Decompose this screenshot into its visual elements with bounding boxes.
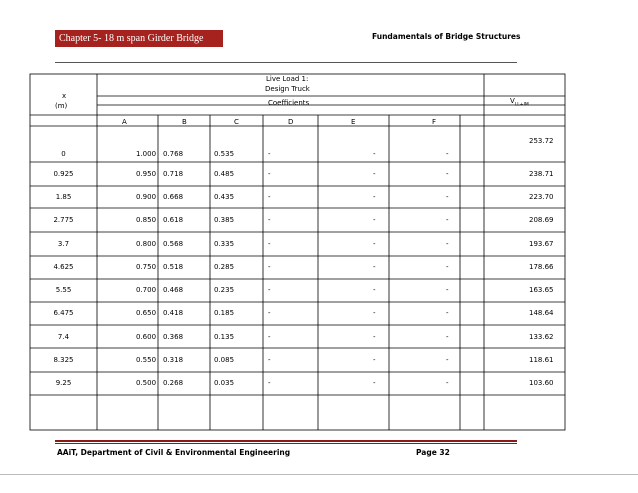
column-header-e: E	[351, 118, 356, 126]
cell-e: -	[373, 263, 376, 271]
column-header-b: B	[182, 118, 187, 126]
cell-f: -	[446, 309, 449, 317]
chapter-banner: Chapter 5- 18 m span Girder Bridge	[55, 30, 223, 47]
cell-v: 178.66	[529, 263, 554, 271]
cell-v: 208.69	[529, 216, 554, 224]
cell-d: -	[268, 333, 271, 341]
cell-b: 0.568	[163, 240, 184, 248]
cell-d: -	[268, 356, 271, 364]
coefficients-label: Coefficients	[268, 99, 310, 107]
cell-f: -	[446, 170, 449, 178]
page-bottom-rule	[0, 474, 638, 475]
cell-a: 0.850	[136, 216, 157, 224]
cell-b: 0.668	[163, 193, 184, 201]
x-header-symbol: x	[62, 92, 67, 100]
cell-c: 0.485	[214, 170, 235, 178]
cell-b: 0.368	[163, 333, 184, 341]
cell-a: 0.550	[136, 356, 157, 364]
cell-a: 0.750	[136, 263, 157, 271]
cell-a: 0.500	[136, 379, 157, 387]
cell-v: 133.62	[529, 333, 554, 341]
cell-e: -	[373, 170, 376, 178]
cell-x: 3.7	[57, 240, 70, 248]
cell-v: 148.64	[529, 309, 554, 317]
cell-f: -	[446, 286, 449, 294]
cell-f: -	[446, 193, 449, 201]
cell-b: 0.418	[163, 309, 184, 317]
cell-f: -	[446, 240, 449, 248]
cell-e: -	[373, 193, 376, 201]
cell-v: 118.61	[529, 356, 554, 364]
cell-c: 0.235	[214, 286, 235, 294]
cell-e: -	[373, 309, 376, 317]
cell-a: 0.600	[136, 333, 157, 341]
column-header-d: D	[288, 118, 294, 126]
cell-x: 8.325	[53, 356, 74, 364]
cell-x: 5.55	[55, 286, 72, 294]
cell-c: 0.535	[214, 150, 235, 158]
cell-x: 9.25	[55, 379, 72, 387]
table-title-line2: Design Truck	[265, 85, 310, 93]
cell-e: -	[373, 379, 376, 387]
cell-e: -	[373, 150, 376, 158]
cell-b: 0.618	[163, 216, 184, 224]
cell-e: -	[373, 333, 376, 341]
cell-x: 4.625	[53, 263, 74, 271]
cell-b: 0.518	[163, 263, 184, 271]
cell-c: 0.135	[214, 333, 235, 341]
cell-d: -	[268, 379, 271, 387]
table-title-line1: Live Load 1:	[266, 75, 309, 83]
cell-d: -	[268, 263, 271, 271]
x-header-unit: (m)	[55, 102, 68, 110]
cell-e: -	[373, 240, 376, 248]
cell-x: 2.775	[53, 216, 74, 224]
footer-rule-thick	[55, 440, 517, 442]
cell-v: 163.65	[529, 286, 554, 294]
cell-c: 0.035	[214, 379, 235, 387]
cell-v: 103.60	[529, 379, 554, 387]
cell-c: 0.185	[214, 309, 235, 317]
column-header-a: A	[122, 118, 127, 126]
cell-x: 1.85	[55, 193, 72, 201]
cell-a: 1.000	[136, 150, 157, 158]
cell-b: 0.768	[163, 150, 184, 158]
cell-a: 0.900	[136, 193, 157, 201]
cell-e: -	[373, 356, 376, 364]
v-symbol: V	[510, 97, 515, 105]
cell-f: -	[446, 333, 449, 341]
cell-x: 7.4	[57, 333, 70, 341]
cell-e: -	[373, 216, 376, 224]
cell-b: 0.718	[163, 170, 184, 178]
cell-a: 0.700	[136, 286, 157, 294]
cell-d: -	[268, 150, 271, 158]
cell-b: 0.318	[163, 356, 184, 364]
cell-d: -	[268, 216, 271, 224]
cell-d: -	[268, 240, 271, 248]
cell-c: 0.435	[214, 193, 235, 201]
cell-a: 0.650	[136, 309, 157, 317]
v-subscript: LL+IM	[514, 102, 529, 108]
footer-department: AAiT, Department of Civil & Environmental Engineering	[57, 448, 291, 457]
cell-b: 0.268	[163, 379, 184, 387]
cell-a: 0.950	[136, 170, 157, 178]
cell-c: 0.385	[214, 216, 235, 224]
cell-f: -	[446, 150, 449, 158]
cell-d: -	[268, 309, 271, 317]
footer-page-number: Page 32	[416, 448, 450, 457]
cell-x: 6.475	[53, 309, 74, 317]
column-header-f: F	[432, 118, 437, 126]
v-column-header	[510, 97, 529, 107]
cell-v: 223.70	[529, 193, 554, 201]
cell-c: 0.285	[214, 263, 235, 271]
cell-b: 0.468	[163, 286, 184, 294]
cell-f: -	[446, 356, 449, 364]
cell-f: -	[446, 379, 449, 387]
footer-rule-thin	[55, 443, 517, 444]
cell-x: 0.925	[53, 170, 74, 178]
column-header-c: C	[234, 118, 239, 126]
cell-v: 253.72	[529, 137, 554, 145]
cell-c: 0.335	[214, 240, 235, 248]
cell-f: -	[446, 263, 449, 271]
cell-e: -	[373, 286, 376, 294]
cell-c: 0.085	[214, 356, 235, 364]
book-title: Fundamentals of Bridge Structures	[372, 32, 521, 41]
cell-d: -	[268, 193, 271, 201]
cell-f: -	[446, 216, 449, 224]
cell-v: 193.67	[529, 240, 554, 248]
cell-v: 238.71	[529, 170, 554, 178]
cell-d: -	[268, 170, 271, 178]
cell-a: 0.800	[136, 240, 157, 248]
cell-x: 0	[61, 150, 66, 158]
cell-d: -	[268, 286, 271, 294]
